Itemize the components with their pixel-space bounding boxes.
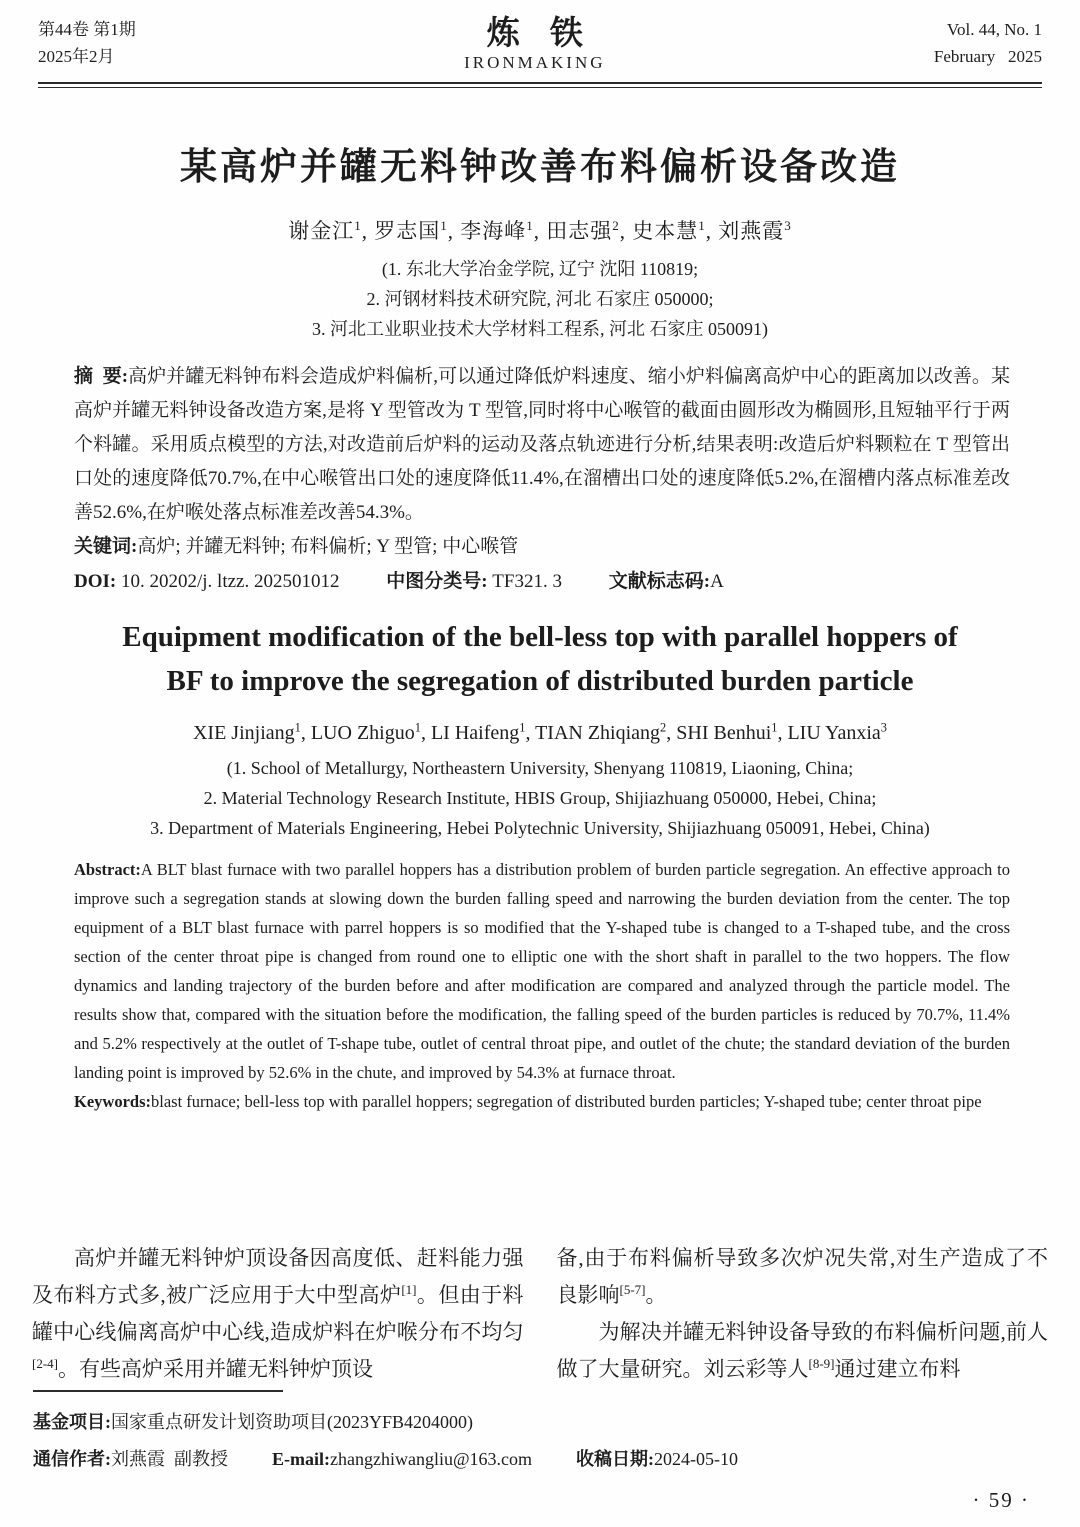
funding-line [33, 1404, 793, 1441]
paper-title-cn: 某高炉并罐无料钟改善布料偏析设备改造 [180, 147, 900, 188]
affiliation-en-line: 3. Department of Materials Engineering, Hebei Polytechnic University, Shijiazhuang 050091, Hebei, China) [150, 818, 930, 838]
affiliations-en [0, 753, 1080, 843]
funding-text: 国家重点研发计划资助项目(2023YFB4204000) [111, 1412, 474, 1432]
journal-header [0, 0, 1080, 80]
document-code-label: 文献标志码: [608, 571, 711, 592]
body-column-right [557, 1240, 1049, 1388]
affiliations-cn [0, 254, 1080, 344]
authors-cn: 谢金江$^1$, 罗志国$^1$, 李海峰$^1$, 田志强$^2$, 史本慧$^1$, 刘燕霞$^3$ [288, 218, 792, 243]
paper-title-en-line1: Equipment modification of the bell-less top with parallel hoppers of [122, 621, 958, 653]
paper-title-en-line2: BF to improve the segregation of distributed burden particle [166, 665, 914, 697]
affiliation-cn-line: (1. 东北大学冶金学院, 辽宁 沈阳 110819; [381, 259, 699, 279]
keywords-cn-text: 高炉; 并罐无料钟; 布料偏析; Y 型管; 中心喉管 [137, 536, 519, 557]
corresponding-author-text: 刘燕霞 副教授 [111, 1449, 228, 1469]
abstract-cn-text: 高炉并罐无料钟布料会造成炉料偏析,可以通过降低炉料速度、缩小炉料偏离高炉中心的距离加以改善。某高炉并罐无料钟设备改造方案,是将 Y 型管改为 T 型管,同时将中心喉管的截面由圆形改为椭圆形,且短轴平行于两个料罐。采用质点模型的方法,对改造前后炉料的运动及落点轨迹进行分析,结果表明:改造后炉料颗粒在 T 型管出口处的速度降低70.7%,在中心喉管出口处的速度降低11.4%,在溜槽出口处的速度降低5.2%,在溜槽内落点标准差改善52.6%,在炉喉处落点标准差改善54.3%。 [74, 366, 1011, 523]
keywords-en-text: blast furnace; bell-less top with parallel hoppers; segregation of distributed burden particles; Y-shaped tube; center throat pipe [151, 1092, 982, 1111]
footnote-block [33, 1390, 793, 1478]
document-code [609, 571, 724, 592]
keywords-en-label: Keywords: [74, 1092, 151, 1111]
issue-date-en: February 2025 [933, 47, 1042, 66]
funding-label: 基金项目: [33, 1412, 111, 1432]
body-columns [32, 1240, 1048, 1388]
corresponding-author-label: 通信作者: [33, 1449, 111, 1469]
body-paragraph: 高炉并罐无料钟炉顶设备因高度低、赶料能力强及布料方式多,被广泛应用于大中型高炉[1]。但由于料罐中心线偏离高炉中心线,造成炉料在炉喉分布不均匀[2-4]。有些高炉采用并罐无料钟炉顶设 [32, 1246, 524, 1381]
doi [74, 571, 339, 592]
body-column-left [32, 1240, 524, 1388]
keywords-en [74, 1087, 1010, 1116]
abstract-en [74, 855, 1010, 1087]
clc-value: TF321. 3 [492, 571, 562, 592]
received-date-label: 收稿日期: [576, 1449, 655, 1469]
abstract-en-label: Abstract: [74, 860, 141, 879]
keywords-cn [74, 530, 1010, 564]
body-paragraph: 为解决并罐无料钟设备导致的布料偏析问题,前人做了大量研究。刘云彩等人[8-9]通过建立布料 [556, 1320, 1048, 1381]
abstract-cn [74, 360, 1010, 530]
header-divider [38, 82, 1042, 88]
clc-number [386, 571, 562, 592]
received-date-value: 2024-05-10 [654, 1449, 739, 1469]
journal-name-cn: 炼铁 [486, 16, 613, 52]
affiliation-en-line: 2. Material Technology Research Institute, HBIS Group, Shijiazhuang 050000, Hebei, China; [203, 788, 877, 808]
header-issue-block-en [934, 16, 1042, 70]
paper-title-en [0, 615, 1080, 703]
corresponding-author-line [33, 1441, 793, 1478]
email-label: E-mail: [272, 1449, 330, 1469]
affiliation-cn-line: 3. 河北工业职业技术大学材料工程系, 河北 石家庄 050091) [312, 319, 768, 339]
authors-en: XIE Jinjiang$^1$, LUO Zhiguo$^1$, LI Haifeng$^1$, TIAN Zhiqiang$^2$, SHI Benhui$^1$, LIU Yanxia$^3$ [192, 720, 887, 744]
clc-label: 中图分类号: [386, 571, 488, 592]
journal-name-en: IRONMAKING [464, 53, 606, 72]
document-code-value: A [710, 571, 724, 592]
abstract-en-text: A BLT blast furnace with two parallel hoppers has a distribution problem of burden particle segregation. An effective approach to improve such a segregation stands at slowing down the burden falling speed and narrowing the burden deviation from the center. The top equipment of a BLT blast furnace with parrel hoppers is so modified that the Y-shaped tube is changed to a T-shaped tube, and the cross section of the center throat pipe is changed from round one to elliptic one with the short shaft in parallel to the two hoppers. The flow dynamics and landing trajectory of the burden before and after modification are compared and analyzed through the particle model. The results show that, compared with the situation before the modification, the falling speed of the burden particles is reduced by 70.7%, 11.4% and 5.2% respectively at the outlet of T-shape tube, outlet of central throat pipe, and outlet of the chute; the standard deviation of the burden landing point is improved by 52.6% in the chute, and improved by 54.3% at furnace throat. [74, 860, 1010, 1082]
header-issue-block-cn [38, 16, 136, 70]
doi-value: 10. 20202/j. ltzz. 202501012 [120, 571, 340, 592]
issue-date-cn: 2025年2月 [38, 47, 115, 66]
keywords-cn-label: 关键词: [74, 536, 138, 557]
footnote-divider [33, 1390, 283, 1392]
doi-label: DOI: [74, 571, 117, 592]
volume-issue-cn: 第44卷 第1期 [38, 20, 136, 39]
journal-logo [457, 16, 613, 74]
page-number: · 59 · [972, 1488, 1030, 1512]
affiliation-en-line: (1. School of Metallurgy, Northeastern University, Shenyang 110819, Liaoning, China; [226, 758, 854, 778]
email-value: zhangzhiwangliu@163.com [330, 1449, 533, 1469]
body-paragraph: 备,由于布料偏析导致多次炉况失常,对生产造成了不良影响[5-7]。 [556, 1246, 1048, 1307]
meta-line [74, 567, 1010, 597]
affiliation-cn-line: 2. 河钢材料技术研究院, 河北 石家庄 050000; [366, 289, 714, 309]
abstract-cn-label: 摘 要: [74, 366, 129, 387]
volume-issue-en: Vol. 44, No. 1 [946, 20, 1042, 39]
